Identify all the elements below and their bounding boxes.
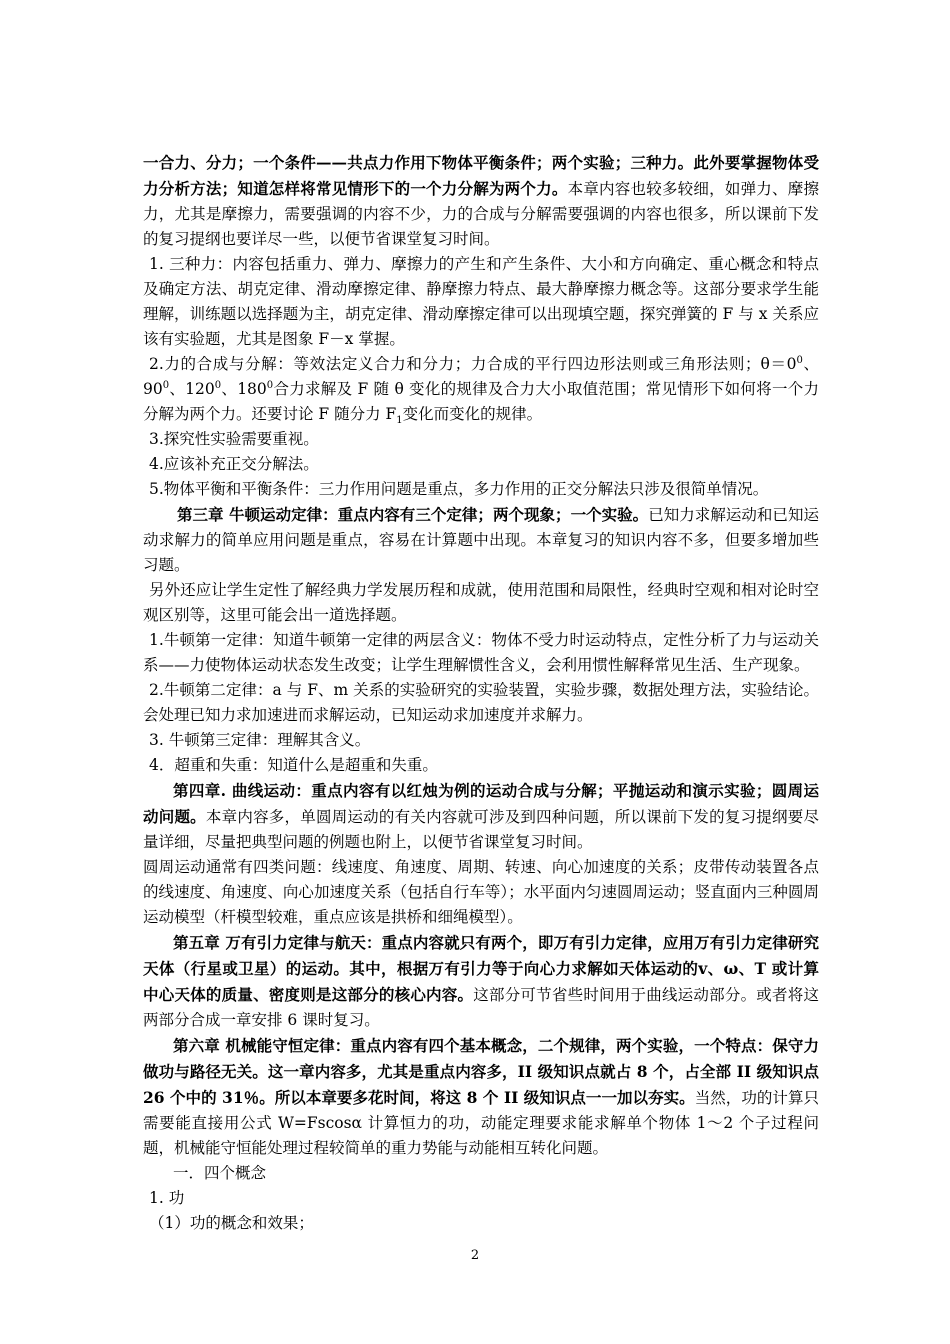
bold-text-run: 第三章 牛顿运动定律：重点内容有三个定律；两个现象；一个实验。 <box>177 505 649 524</box>
text-run: 另外还应让学生定性了解经典力学发展历程和成就，使用范围和局限性，经典时空观和相对论时空观区别等，这里可能会出一道选择题。 <box>143 581 819 624</box>
text-run: 变化而变化的规律。 <box>402 405 543 423</box>
text-run: 3.探究性实验需要重视。 <box>149 430 319 448</box>
text-run: 4.应该补充正交分解法。 <box>149 455 319 473</box>
text-run: 1. 三种力：内容包括重力、弹力、摩擦力的产生和产生条件、大小和方向确定、重心概念和特点及确定方法、胡克定律、滑动摩擦定律、静摩擦力特点、最大静摩擦力概念等。这部分要求学生能理解，训练题以选择题为主，胡克定律、滑动摩擦定律可以出现填空题，探究弹簧的 F 与 x 关系应该有实验题，尤其是图象 F－x 掌握。 <box>143 255 819 348</box>
text-run: 这部分可节省些时间用于曲线运动部分。或者将这两部分合成一章安排 6 课时复习。 <box>143 986 819 1029</box>
paragraph <box>143 930 819 1033</box>
text-run: 1.牛顿第一定律：知道牛顿第一定律的两层含义：物体不受力时运动特点，定性分析了力与运动关系——力使物体运动状态发生改变；让学生理解惯性含义，会利用惯性解释常见生活、生产现象。 <box>143 631 819 674</box>
superscript: 0 <box>162 379 170 391</box>
paragraph <box>143 352 819 427</box>
paragraph <box>143 477 819 502</box>
text-run: 当然，功的计算只需要能直接用公式 W=Fscosα 计算恒力的功，动能定理要求能求解单个物体 1～2 个子过程问题，机械能守恒能处理过程较简单的重力势能与动能相互转化问题。 <box>143 1089 819 1157</box>
paragraph <box>143 628 819 678</box>
superscript: 0 <box>796 354 803 366</box>
text-run: 圆周运动通常有四类问题：线速度、角速度、周期、转速、向心加速度的关系；皮带传动装置各点的线速度、角速度、向心加速度关系（包括自行车等）；水平面内匀速圆周运动；竖直面内三种圆周运动模型（杆模型较难，重点应该是拱桥和细绳模型）。 <box>143 858 819 926</box>
text-run: （1）功的概念和效果； <box>149 1214 314 1232</box>
bold-text-run: 第五章 万有引力定律与航天：重点内容就只有两个，即万有引力定律，应用万有引力定律研究天体（行星或卫星）的运动。其中，根据万有引力等于向心力求解如天体运动的v、ω、T 或计算中心天体的质量、密度则是这部分的核心内容。 <box>143 933 819 1004</box>
text-run: 、180 <box>221 380 267 398</box>
paragraph <box>143 502 819 578</box>
subscript: 1 <box>396 415 403 427</box>
paragraph <box>143 855 819 930</box>
text-run: 本章内容多，单圆周运动的有关内容就可涉及到四种问题，所以课前下发的复习提纲要尽量详细，尽量把典型问题的例题也附上，以便节省课堂复习时间。 <box>143 808 819 851</box>
paragraph <box>143 753 819 778</box>
superscript: 0 <box>214 379 222 391</box>
text-run: 一．四个概念 <box>173 1164 267 1182</box>
text-run: 3. 牛顿第三定律：理解其含义。 <box>149 731 371 749</box>
paragraph <box>143 1186 819 1211</box>
page-number: 2 <box>470 1248 480 1263</box>
text-run: 、90 <box>143 355 819 398</box>
paragraph <box>143 150 819 252</box>
paragraph <box>143 1033 819 1161</box>
paragraph <box>143 678 819 728</box>
bold-text-run: 一合力、分力；一个条件——共点力作用下物体平衡条件；两个实验；三种力。此外要掌握物体受力分析方法；知道怎样将常见情形下的一个力分解为两个力。 <box>143 153 819 198</box>
text-run: 2.力的合成与分解：等效法定义合力和分力；力合成的平行四边形法则或三角形法则；θ＝0 <box>149 355 797 373</box>
paragraph <box>143 252 819 352</box>
superscript: 0 <box>266 379 274 391</box>
bold-text-run: 第六章 机械能守恒定律：重点内容有四个基本概念，二个规律，两个实验，一个特点：保守力做功与路径无关。这一章内容多，尤其是重点内容多，II 级知识点就占 8 个，占全部 II 级知识点 26 个中的 31％。所以本章要多花时间，将这 8 个 II 级知识点一一加以夯实。 <box>143 1036 819 1107</box>
paragraph <box>143 1211 819 1236</box>
paragraph <box>143 578 819 628</box>
paragraph <box>143 778 819 855</box>
paragraph <box>143 728 819 753</box>
text-run: 本章内容也较多较细，如弹力、摩擦力，尤其是摩擦力，需要强调的内容不少，力的合成与分解需要强调的内容也很多，所以课前下发的复习提纲也要详尽一些，以便节省课堂复习时间。 <box>143 180 819 248</box>
text-run: 4．超重和失重：知道什么是超重和失重。 <box>149 756 438 774</box>
text-run: 1. 功 <box>149 1189 185 1207</box>
paragraph <box>143 1161 819 1186</box>
document-body <box>143 150 819 1236</box>
paragraph <box>143 427 819 452</box>
text-run: 、120 <box>169 380 215 398</box>
text-run: 合力求解及 F 随 θ 变化的规律及合力大小取值范围；常见情形下如何将一个力分解为两个力。还要讨论 F 随分力 F <box>143 380 820 423</box>
text-run: 2.牛顿第二定律：a 与 F、m 关系的实验研究的实验装置，实验步骤，数据处理方法，实验结论。会处理已知力求加速进而求解运动，已知运动求加速度并求解力。 <box>143 681 819 724</box>
text-run: 已知力求解运动和已知运动求解力的简单应用问题是重点，容易在计算题中出现。本章复习的知识内容不多，但要多增加些习题。 <box>143 506 819 574</box>
bold-text-run: 第四章. 曲线运动：重点内容有以红烛为例的运动合成与分解；平抛运动和演示实验；圆周运动问题。 <box>143 781 819 826</box>
paragraph <box>143 452 819 477</box>
text-run: 5.物体平衡和平衡条件：三力作用问题是重点，多力作用的正交分解法只涉及很简单情况。 <box>149 480 769 498</box>
